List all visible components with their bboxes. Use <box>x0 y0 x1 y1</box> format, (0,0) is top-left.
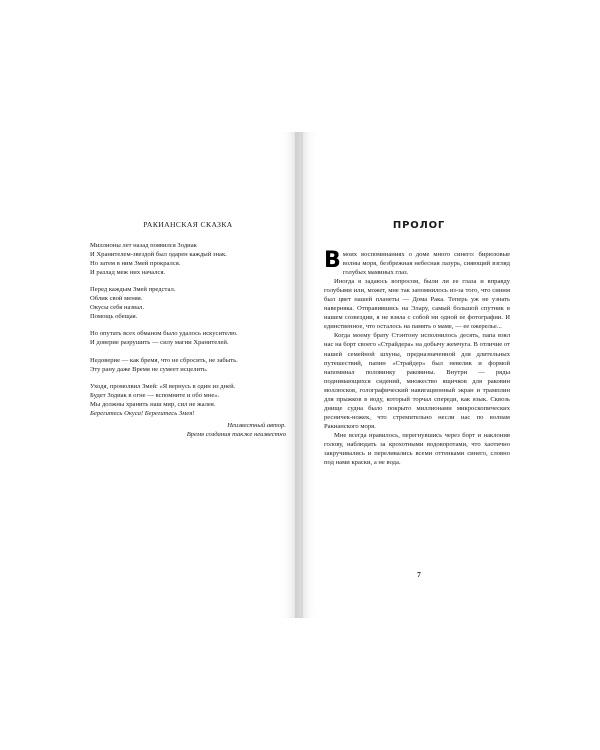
left-page <box>59 132 299 618</box>
poem-line: Помощь обещая. <box>90 312 138 320</box>
poem-line: Недоверие — как бремя, что не сбросить, не забыть. <box>90 356 238 364</box>
poem-line: Будет Зодиак в огне — вспомните и обо мне». <box>90 392 220 400</box>
paragraph: Когда моему брату Стэнтону исполнилось десять, папа взял нас на борт своего «Страйдера» на добычу жемчуга. В отличие от нашей семейной шхуны, предназначенной для длительных путешествий, папин «Страйдер» был невелик и формой напоминал половинку раковины. Внутри — ряды поднимающихся сидений, множество ящичков для раковин моллюсков, голографический навигационный экран и трамплин для прыжков в воду, который торчал спереди, как язык. Сквозь днище судна было покрыто миллионами микроскопических ресничек-ножек, что стремительно несли нас по волнам Ракианского моря. <box>324 332 510 430</box>
poem-stanza <box>90 383 286 419</box>
page-number: 7 <box>417 570 421 579</box>
chapter-title: ПРОЛОГ <box>392 220 446 231</box>
poem-line: Уходя, промолвил Змей: «Я вернусь в один из дней. <box>90 383 236 391</box>
drop-cap: В <box>324 248 341 273</box>
paragraph: Мне всегда нравилось, перегнувшись через борт и наклонив голову, наблюдать за крохотными водоворотами, что хаотично закручивались и переливались всеми оттенками синего, словно под нами краски, а не вода. <box>324 431 510 467</box>
poem <box>90 221 286 440</box>
poem-title: РАКИАНСКАЯ СКАЗКА <box>143 220 233 229</box>
poem-line: Мы должны хранить наш мир, сил не жалея. <box>90 400 216 408</box>
paragraph <box>324 250 510 277</box>
poem-line: Окусы себя назвал. <box>90 303 144 311</box>
poem-stanza <box>90 286 286 322</box>
poem-date-note: Время создания также неизвестно <box>186 430 286 438</box>
book-gutter <box>295 132 303 618</box>
poem-stanza <box>90 242 286 278</box>
poem-line: Эту рану даже Время не сумеет исцелить. <box>90 365 208 373</box>
poem-line: Перед каждым Змей предстал. <box>90 286 176 294</box>
poem-line: Но затем в ним Змей прокрался. <box>90 259 181 267</box>
poem-line: И доверие разрушить — силу магии Хранителей. <box>90 339 229 347</box>
poem-author: Неизвестный автор. <box>227 421 286 429</box>
poem-stanza <box>90 330 286 348</box>
poem-line: Берегитесь Окуса! Берегитесь Змея! <box>90 409 195 417</box>
book-spread <box>59 132 539 618</box>
paragraph: Иногда я задаюсь вопросом, были ли ее глаза и вправду голубыми или, может, мне так запомнилось из-за того, что синим был цвет нашей планеты — Дома Рака. Теперь уж не узнать наверняка. Отправившись на Элару, самый большой спутник в нашем созвездии, я не взяла с собой ни одной ее фотографии. И единственное, что осталось на память о маме, — ее ожерелье... <box>324 278 510 331</box>
poem-line: Но опутать всех обманом было удалось искусителю. <box>90 330 238 338</box>
poem-line: И разлад меж них начался. <box>90 268 166 276</box>
poem-line: И Хранителем-звездой был одарен каждый знак. <box>90 250 227 258</box>
right-page <box>299 132 539 618</box>
chapter-text <box>324 250 510 467</box>
poem-stanza <box>90 357 286 375</box>
poem-line: Облик свой меняя. <box>90 295 143 303</box>
paragraph-text: моих воспоминаниях о доме много синего: бирюзовые волны моря, безбрежная небесная лазурь, сияющий взгляд голубых маминых глаз. <box>342 251 510 277</box>
poem-line: Миллионы лет назад появился Зодиак <box>90 241 197 249</box>
